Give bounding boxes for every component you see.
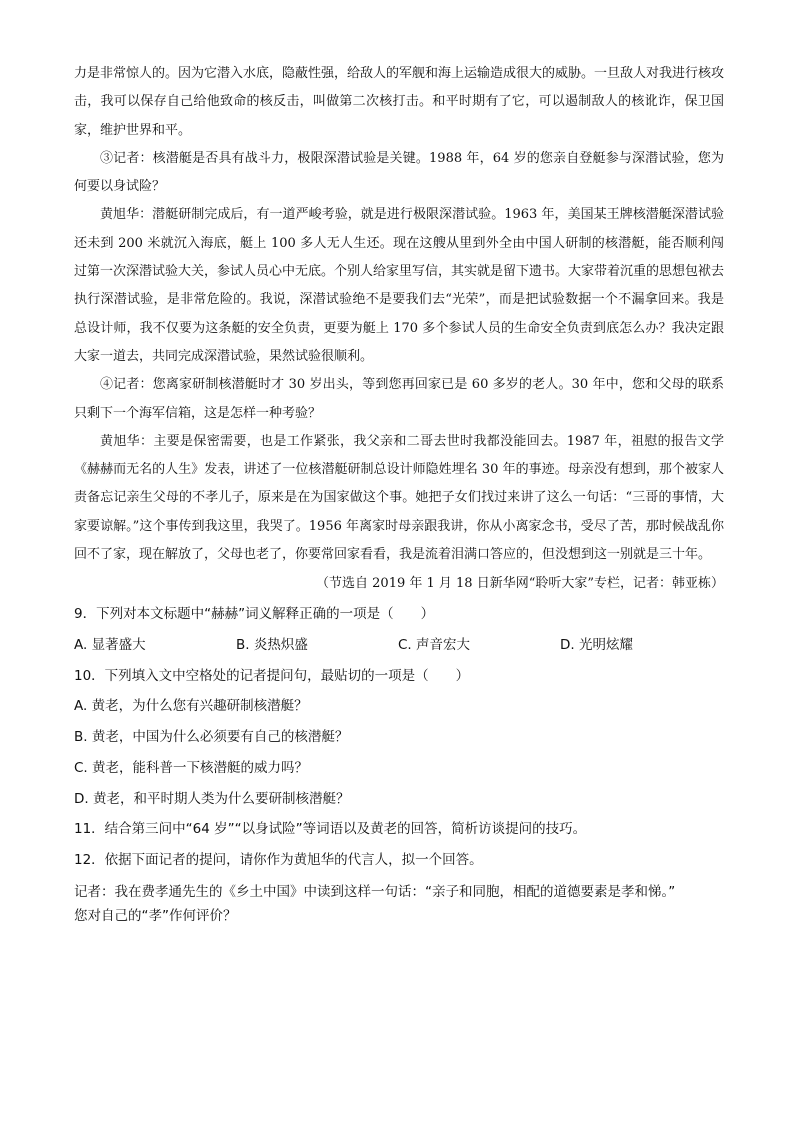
question-9-option-a: A. 显著盛大 [74, 637, 146, 654]
question-10-option-a: A. 黄老，为什么您有兴趣研制核潜艇？ [74, 698, 308, 715]
article-paragraph-question-4: ④记者：您离家研制核潜艇时才 30 岁出头，等到您再回家已是 60 多岁的老人。30 年中，您和父母的联系只剩下一个海军信箱，这是怎样一种考验？ [74, 377, 724, 421]
article-paragraph-answer-4: 黄旭华：主要是保密需要，也是工作紧张，我父亲和二哥去世时我都没能回去。1987 年，祖慰的报告文学《赫赫而无名的人生》发表，讲述了一位核潜艇研制总设计师隐姓埋名 30 年的事迹。母亲没有想到，那个被家人责备忘记亲生父母的不孝儿子，原来是在为国家做这个事。她把子女们找过来讲了这么一句话：“三哥的事情，大家要谅解。”这个事传到我这里，我哭了。1956 年离家时母亲跟我讲，你从小离家念书，受尽了苦，那时候战乱你回不了家，现在解放了，父母也老了，你要常回家看看，我是流着泪满口答应的，但没想到这一别就是三十年。 [74, 433, 724, 563]
article-paragraph-question-3: ③记者：核潜艇是否具有战斗力，极限深潜试验是关键。1988 年，64 岁的您亲自登艇参与深潜试验，您为何要以身试险？ [74, 150, 724, 195]
article-paragraph-1: 力是非常惊人的。因为它潜入水底，隐蔽性强，给敌人的军舰和海上运输造成很大的威胁。一旦敌人对我进行核攻击，我可以保存自己给他致命的核反击，叫做第二次核打击。和平时期有了它，可以遏制敌人的核讹诈，保卫国家，维护世界和平。 [74, 66, 725, 138]
question-12-prompt-line-1: 记者：我在费孝通先生的《乡土中国》中读到这样一句话：“亲子和同胞，相配的道德要素是孝和悌。” [74, 883, 676, 900]
question-9 [74, 599, 724, 660]
question-12-stem: 12．依据下面记者的提问，请你作为黄旭华的代言人，拟一个回答。 [74, 851, 483, 868]
question-9-option-c: C. 声音宏大 [398, 637, 471, 654]
question-10-option-b: B. 黄老，中国为什么必须要有自己的核潜艇？ [74, 729, 349, 746]
question-9-options [74, 630, 724, 661]
question-11-stem: 11．结合第三问中“64 岁”“以身试险”等词语以及黄老的回答，简析访谈提问的技巧。 [74, 821, 587, 838]
question-10-option-d: D. 黄老，和平时期人类为什么要研制核潜艇？ [74, 790, 350, 807]
document-page [74, 60, 724, 928]
question-9-option-d: D. 光明炫耀 [560, 637, 633, 654]
question-12-prompt-line-2: 您对自己的“孝”作何评价？ [74, 907, 237, 924]
question-9-option-b: B. 炎热炽盛 [236, 637, 308, 654]
article-source-note: （节选自 2019 年 1 月 18 日新华网“聆听大家”专栏，记者：韩亚栋） [316, 576, 724, 592]
article-paragraph-answer-3: 黄旭华：潜艇研制完成后，有一道严峻考验，就是进行极限深潜试验。1963 年，美国某王牌核潜艇深潜试验还未到 200 米就沉入海底，艇上 100 多人无人生还。现在这艘从里到外全由中国人研制的核潜艇，能否顺利闯过第一次深潜试验大关，参试人员心中无底。个别人给家里写信，其实就是留下遗书。大家带着沉重的思想包袱去执行深潜试验，是非常危险的。我说，深潜试验绝不是要我们去“光荣”，而是把试验数据一个不漏拿回来。我是总设计师，我不仅要为这条艇的安全负责，更要为艇上 170 多个参试人员的生命安全负责到底怎么办？我决定跟大家一道去，共同完成深潜试验，果然试验很顺利。 [74, 207, 725, 364]
question-10-stem: 10．下列填入文中空格处的记者提问句，最贴切的一项是（ ） [74, 667, 470, 684]
question-9-stem: 9．下列对本文标题中“赫赫”词义解释正确的一项是（ ） [74, 606, 435, 623]
question-12 [74, 845, 724, 928]
question-10 [74, 661, 724, 815]
question-10-option-c: C. 黄老，能科普一下核潜艇的威力吗？ [74, 759, 309, 776]
